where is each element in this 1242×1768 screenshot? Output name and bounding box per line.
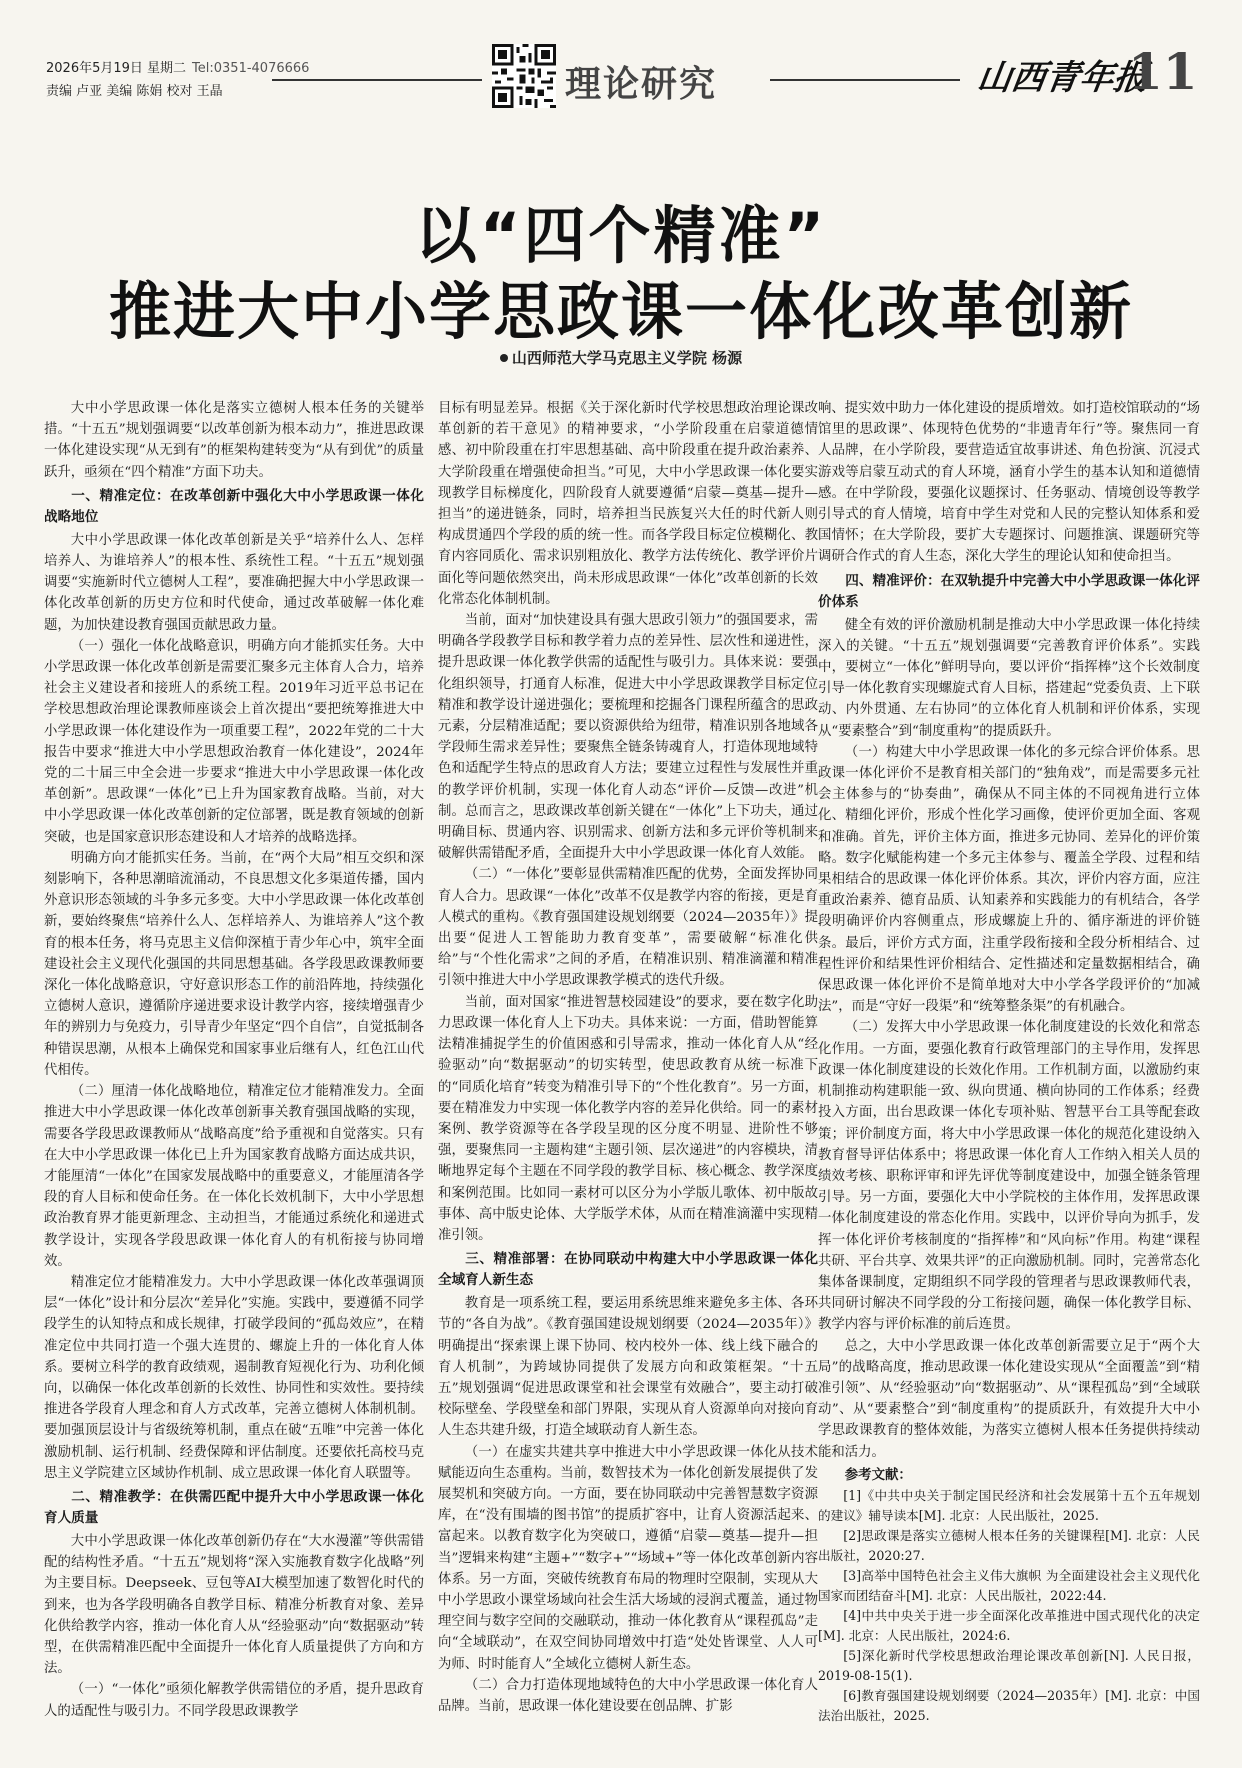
paragraph: （一）在虚实共建共享中推进大中小学思政课一体化从技术赋能迈向生态重构。当前，数智技术为一体化创新发展提供了发展契机和突破方向。一方面，要在协同联动中完善智慧数字资源库，在“没有围墙的图书馆”的提质扩容中，让育人资源活起来、富起来。以教育数字化为突破口，遵循“启蒙—奠基—提升—担当”逻辑来构建“主题+”“数字+”“场域+”等一体化改革创新内容体系。另一方面，突破传统教育布局的物理时空限制，实现从大中小学思政小课堂场域向社会生活大场域的浸润式覆盖，通过物理空间与数字空间的交融联动，推动一体化教育从“课程孤岛”走向“全域联动”，在双空间协同增效中打造“处处皆课堂、人人可为师、时时能育人”全域化立德树人新生态。 — [438, 1444, 818, 1672]
references-title: 参考文献： — [844, 1467, 912, 1483]
paragraph: （二）发挥大中小学思政课一体化制度建设的长效化和常态化作用。一方面，要强化教育行政管理部门的主导作用，发挥思政课一体化制度建设的长效化作用。工作机制方面，以激励约束机制推动构建职能一致、纵向贯通、横向协同的工作体系；经费投入方面，出台思政课一体化专项补贴、智慧平台工具等配套政策；评价制度方面，将大中小学思政课一体化的规范化建设纳入教育督导评估体系中；将思政课一体化育人工作纳入相关人员的绩效考核、职称评审和评先评优等制度建设中，加强全链条管理引导。另一方面，要强化大中小学院校的主体作用，发挥思政课一体化制度建设的常态化作用。实践中，以评价导向为抓手，发挥一体化评价考核制度的“指挥棒”和“风向标”作用。构建“课程共研、平台共享、效果共评”的正向激励机制。同时，完善常态化集体备课制度，定期组织不同学段的管理者与思政课教师代表，共同研讨解决不同学段的分工衔接问题，确保一体化教学目标、教学内容与评价标准的前后连贯。 — [818, 1020, 1200, 1333]
paragraph: 目标有明显差异。根据《关于深化新时代学校思想政治理论课改革创新的若干意见》的精神要求，“小学阶段重在启蒙道德情感、初中阶段重在打牢思想基础、高中阶段重在提升政治素养、大学阶段重在增强使命担当。”可见，大中小学思政课一体化要实现教学目标梯度化，四阶段育人就要遵循“启蒙—奠基—提升—担当”的递进链条，同时，培养担当民族复兴大任的时代新人则构成贯通四个学段的质的统一性。而各学段目标定位模糊化、教育内容同质化、需求识别粗放化、教学方法传统化、教学评价片面化等问题依然突出，尚未形成思政课“一体化”改革创新的长效化常态化体制机制。 — [438, 401, 818, 607]
reference-item: [1]《中共中央关于制定国民经济和社会发展第十五个五年规划的建议》辅导读本[M]. 北京：人民出版社，2025. — [818, 1487, 1200, 1523]
header-rule-left — [272, 79, 482, 81]
paragraph: （二）厘清一体化战略地位，精准定位才能精准发力。全面推进大中小学思政课一体化改革创新事关教育强国战略的实现，需要各学段思政课教师从“战略高度”给予重视和自觉落实。只有在大中小学思政课一体化已上升为国家教育战略方面达成共识，才能厘清“一体化”在国家发展战略中的重要意义，才能厘清各学段的育人目标和使命任务。在一体化长效机制下，大中小学思想政治教育界才能更新理念、主动担当，才能通过系统化和递进式教学设计，实现各学段思政课一体化育人的有机衔接与协同增效。 — [44, 1084, 424, 1269]
paragraph: 大中小学思政课一体化改革创新是关乎“培养什么人、怎样培养人、为谁培养人”的根本性、系统性工程。“十五五”规划强调要“实施新时代立德树人工程”，要准确把握大中小学思政课一体化改革创新的历史方位和时代使命，通过改革破解一体化难题，为加快建设教育强国贡献思政力量。 — [44, 532, 424, 633]
paragraph: 总之，大中小学思政课一体化改革创新需要立足于“两个大局”的战略高度，推动思政课一体化建设实现从“全面覆盖”到“精准引领”、从“经验驱动”向“数据驱动”、从“课程孤岛”到“全域联动”、从“要素整合”到“制度重构”的提质跃升，有效提升大中小学思政课教育的整体效能，为落实立德树人根本任务提供持续动能和活力。 — [818, 1338, 1200, 1460]
paragraph: （一）“一体化”亟须化解教学供需错位的矛盾，提升思政育人的适配性与吸引力。不同学段思政课教学 — [44, 1682, 424, 1719]
bullet-icon — [500, 354, 508, 362]
date-text: 2026年5月19日 星期二 — [46, 61, 187, 76]
paragraph: （一）构建大中小学思政课一体化的多元综合评价体系。思政课一体化评价不是教育相关部门的“独角戏”，而是需要多元社会主体参与的“协奏曲”，确保从不同主体的不同视角进行立体化、精细化评价，形成个性化学习画像，使评价更加全面、客观和准确。首先，评价主体方面，推进多元协同、差异化的评价策略。数字化赋能构建一个多元主体参与、覆盖全学段、过程和结果相结合的思政课一体化评价体系。其次，评价内容方面，应注重政治素养、德育品质、认知素养和实践能力的有机结合，各学段明确评价内容侧重点，形成螺旋上升的、循序渐进的评价链条。最后，评价方式方面，注重学段衔接和全段分析相结合、过程性评价和结果性评价相结合、定性描述和定量数据相结合，确保思政课一体化评价不是简单地对大中小学各学段评价的“加减法”，而是“守好一段渠”和“统筹整条渠”的有机融合。 — [818, 744, 1200, 1015]
article-column-2 — [438, 398, 818, 1753]
byline — [0, 347, 1242, 368]
paragraph: 大中小学思政课一体化改革创新仍存在“大水漫灌”等供需错配的结构性矛盾。“十五五”规划将“深入实施教育数字化战略”列为主要目标。Deepseek、豆包等AI大模型加速了数智化时代的到来，也为各学段明确各自教学目标、精准分析教育对象、差异化供给教学内容，推动一体化育人从“经验驱动”向“数据驱动”转型，在供需精准匹配中全面提升一体化育人质量提供了方向和方法。 — [44, 1533, 424, 1677]
paragraph: 大中小学思政课一体化是落实立德树人根本任务的关键举措。“十五五”规划强调要“以改革创新为根本动力”，推进思政课一体化建设实现“从无到有”的框架构建转变为“从有到优”的质量跃升，亟须在“四个精准”方面下功夫。 — [44, 401, 424, 480]
editor-credits: 责编 卢亚 美编 陈娟 校对 王晶 — [46, 84, 223, 99]
paragraph: 健全有效的评价激励机制是推动大中小学思政课一体化持续深入的关键。“十五五”规划强调要“完善教育评价体系”。实践中，要树立“一体化”鲜明导向，要以评价“指挥棒”这个长效制度引导一体化教育实现螺旋式育人目标，搭建起“党委负责、上下联动、内外贯通、左右协同”的立体化育人机制和评价体系，实现从“要素整合”到“制度重构”的提质跃升。 — [818, 617, 1200, 739]
phone-number: Tel:0351-4076666 — [192, 61, 310, 76]
reference-item: [3]高举中国特色社会主义伟大旗帜 为全面建设社会主义现代化国家而团结奋斗[M]. 北京：人民出版社，2022:44. — [818, 1567, 1200, 1603]
section-heading: 四、精准评价：在双轨提升中完善大中小学思政课一体化评价体系 — [818, 572, 1200, 610]
issue-date — [46, 57, 309, 76]
author: 山西师范大学马克思主义学院 杨源 — [511, 349, 743, 367]
paragraph: 响、提实效中助力一体化建设的提质增效。如打造校馆联动的“场馆里的思政课”、体现特色优势的“非遗青年行”等。聚焦同一育人品牌，在小学阶段，要营造适宜故事讲述、角色扮演、沉浸式游戏等启蒙互动式的育人环境，涵育小学生的基本认知和道德情感。在中学阶段，要强化议题探讨、任务驱动、情境创设等教学引导式的育人情境，培育中学生对党和人民的完整认知体系和爱国情怀；在大学阶段，要扩大专题探讨、问题推演、课题研究等调研合作式的育人生态，深化大学生的理论认知和使命担当。 — [818, 401, 1200, 565]
newspaper-masthead: 山西青年报 — [974, 58, 1151, 98]
page-number: 11 — [1128, 42, 1198, 101]
paragraph: （二）“一体化”要彰显供需精准匹配的优势，全面发挥协同育人合力。思政课“一体化”改革不仅是教学内容的衔接，更是育人模式的重构。《教育强国建设规划纲要（2024—2035年）》提出要“促进人工智能助力教育变革”，需要破解“标准化供给”与“个性化需求”之间的矛盾，在精准识别、精准滴灌和精准引领中推进大中小学思政课教学模式的迭代升级。 — [438, 867, 818, 989]
reference-item: [4]中共中央关于进一步全面深化改革推进中国式现代化的决定[M]. 北京：人民出版社，2024:6. — [818, 1607, 1200, 1643]
paragraph: 当前，面对“加快建设具有强大思政引领力”的强国要求，需明确各学段教学目标和教学着力点的差异性、层次性和递进性，提升思政课一体化教学供需的适配性与吸引力。具体来说：要强化组织领导，打通育人标准，促进大中小学思政课教学目标定位精准和教学设计递进强化；要梳理和挖掘各门课程所蕴含的思政元素，分层精准适配；要以资源供给为纽带，精准识别各地域各学段师生需求差异性；要聚焦全链条铸魂育人，打造体现地域特色和适配学生特点的思政育人方法；要建立过程性与发展性并重的教学评价机制，实现一体化育人动态“评价—反馈—改进”机制。总而言之，思政课改革创新关键在“一体化”上下功夫，通过明确目标、贯通内容、识别需求、创新方法和多元评价等机制来破解供需错配矛盾，全面提升大中小学思政课一体化育人效能。 — [438, 613, 818, 862]
section-heading: 一、精准定位：在改革创新中强化大中小学思政课一体化战略地位 — [44, 487, 424, 525]
paragraph: （二）合力打造体现地域特色的大中小学思政课一体化育人品牌。当前，思政课一体化建设要在创品牌、扩影 — [438, 1677, 818, 1714]
article-column-3 — [818, 398, 1200, 1753]
headline-line-2: 推进大中小学思政课一体化改革创新 — [108, 275, 1133, 348]
section-heading: 二、精准教学：在供需匹配中提升大中小学思政课一体化育人质量 — [44, 1488, 424, 1526]
header-rule-right — [770, 79, 960, 81]
reference-item: [2]思政课是落实立德树人根本任务的关键课程[M]. 北京：人民出版社，2020:27. — [818, 1527, 1200, 1563]
section-title: 理论研究 — [565, 63, 718, 105]
paragraph: 教育是一项系统工程，要运用系统思维来避免多主体、各环节的“各自为战”。《教育强国建设规划纲要（2024—2035年）》明确提出“探索课上课下协同、校内校外一体、线上线下融合的育人机制”，为跨域协同提供了发展方向和政策框架。“十五五”规划强调“促进思政课堂和社会课堂有效融合”，要主动打破校际壁垒、学段壁垒和部门界限，实现从育人资源单向对接向育人生态共建升级，打造全域联动育人新生态。 — [438, 1296, 818, 1439]
paragraph: 当前，面对国家“推进智慧校园建设”的要求，要在数字化助力思政课一体化育人上下功夫。具体来说：一方面，借助智能算法精准捕捉学生的价值困惑和引导需求，推动一体化育人从“经验驱动”向“数据驱动”的切实转型，使思政教育从统一标准下的“同质化培育”转变为精准引导下的“个性化教育”。另一方面，要在精准发力中实现一体化教学内容的差异化供给。同一的素材案例、教学资源等在各学段呈现的区分度不明显、进阶性不够强，要聚焦同一主题构建“主题引领、层次递进”的内容模块，清晰地界定每个主题在不同学段的教学目标、核心概念、教学深度和案例范围。比如同一素材可以区分为小学版儿歌体、初中版故事体、高中版史论体、大学版学术体，从而在精准滴灌中实现精准引领。 — [438, 994, 818, 1243]
reference-item: [5]深化新时代学校思想政治理论课改革创新[N]. 人民日报，2019-08-15(1). — [818, 1647, 1200, 1683]
article-column-1 — [44, 398, 424, 1753]
section-heading: 三、精准部署：在协同联动中构建大中小学思政课一体化全域育人新生态 — [438, 1251, 818, 1289]
paragraph: 精准定位才能精准发力。大中小学思政课一体化改革强调顶层“一体化”设计和分层次“差异化”实施。实践中，要遵循不同学段学生的认知特点和成长规律，打破学段间的“孤岛效应”，在精准定位中共同打造一个强大连贯的、螺旋上升的一体化育人体系。要树立科学的教育政绩观，遏制教育短视化行为、功利化倾向，以确保一体化改革创新的长效性、协同性和实效性。要持续推进各学段育人理念和育人方式改革，完善立德树人体制机制。要加强顶层设计与省级统筹机制，重点在破“五唯”中完善一体化激励机制、运行机制、经费保障和评估制度。还要依托高校马克思主义学院建立区域协作机制、成立思政课一体化育人联盟等。 — [44, 1274, 424, 1481]
paragraph: 明确方向才能抓实任务。当前，在“两个大局”相互交织和深刻影响下，各种思潮暗流涌动，不良思想文化多渠道传播，国内外意识形态领域的斗争多元多变。大中小学思政课一体化改革创新，要始终聚焦“培养什么人、怎样培养人、为谁培养人”这个教育的根本任务，将马克思主义信仰深植于青少年心中，筑牢全面建设社会主义现代化强国的共同思想基础。各学段思政课教师要深化一体化战略意识，守好意识形态工作的前沿阵地，持续强化立德树人意识，遵循阶序递进要求设计教学内容，接续增强青少年的辨别力与免疫力，引导青少年坚定“四个自信”，自觉抵制各种错误思潮，从根本上确保党和国家事业后继有人，红色江山代代相传。 — [44, 850, 424, 1078]
headline-line-1: 以“四个精准” — [414, 199, 828, 272]
page-header — [0, 0, 1242, 130]
paragraph: （一）强化一体化战略意识，明确方向才能抓实任务。大中小学思政课一体化改革创新是需要汇聚多元主体育人合力，培养社会主义建设者和接班人的系统工程。2019年习近平总书记在学校思想政治理论课教师座谈会上首次提出“要把统筹推进大中小学思政课一体化建设作为一项重要工程”，2022年党的二十大报告中要求“推进大中小学思想政治教育一体化建设”，2024年党的二十届三中全会进一步要求“推进大中小学思政课一体化改革创新”。思政课“一体化”已上升为国家教育战略。当前，对大中小学思政课一体化改革创新的定位部署，既是教育领域的创新突破，也是国家意识形态建设和人才培养的战略选择。 — [44, 638, 424, 845]
reference-item: [6]教育强国建设规划纲要（2024—2035年）[M]. 北京：中国法治出版社，2025. — [818, 1687, 1200, 1723]
qr-code-icon — [492, 44, 556, 108]
